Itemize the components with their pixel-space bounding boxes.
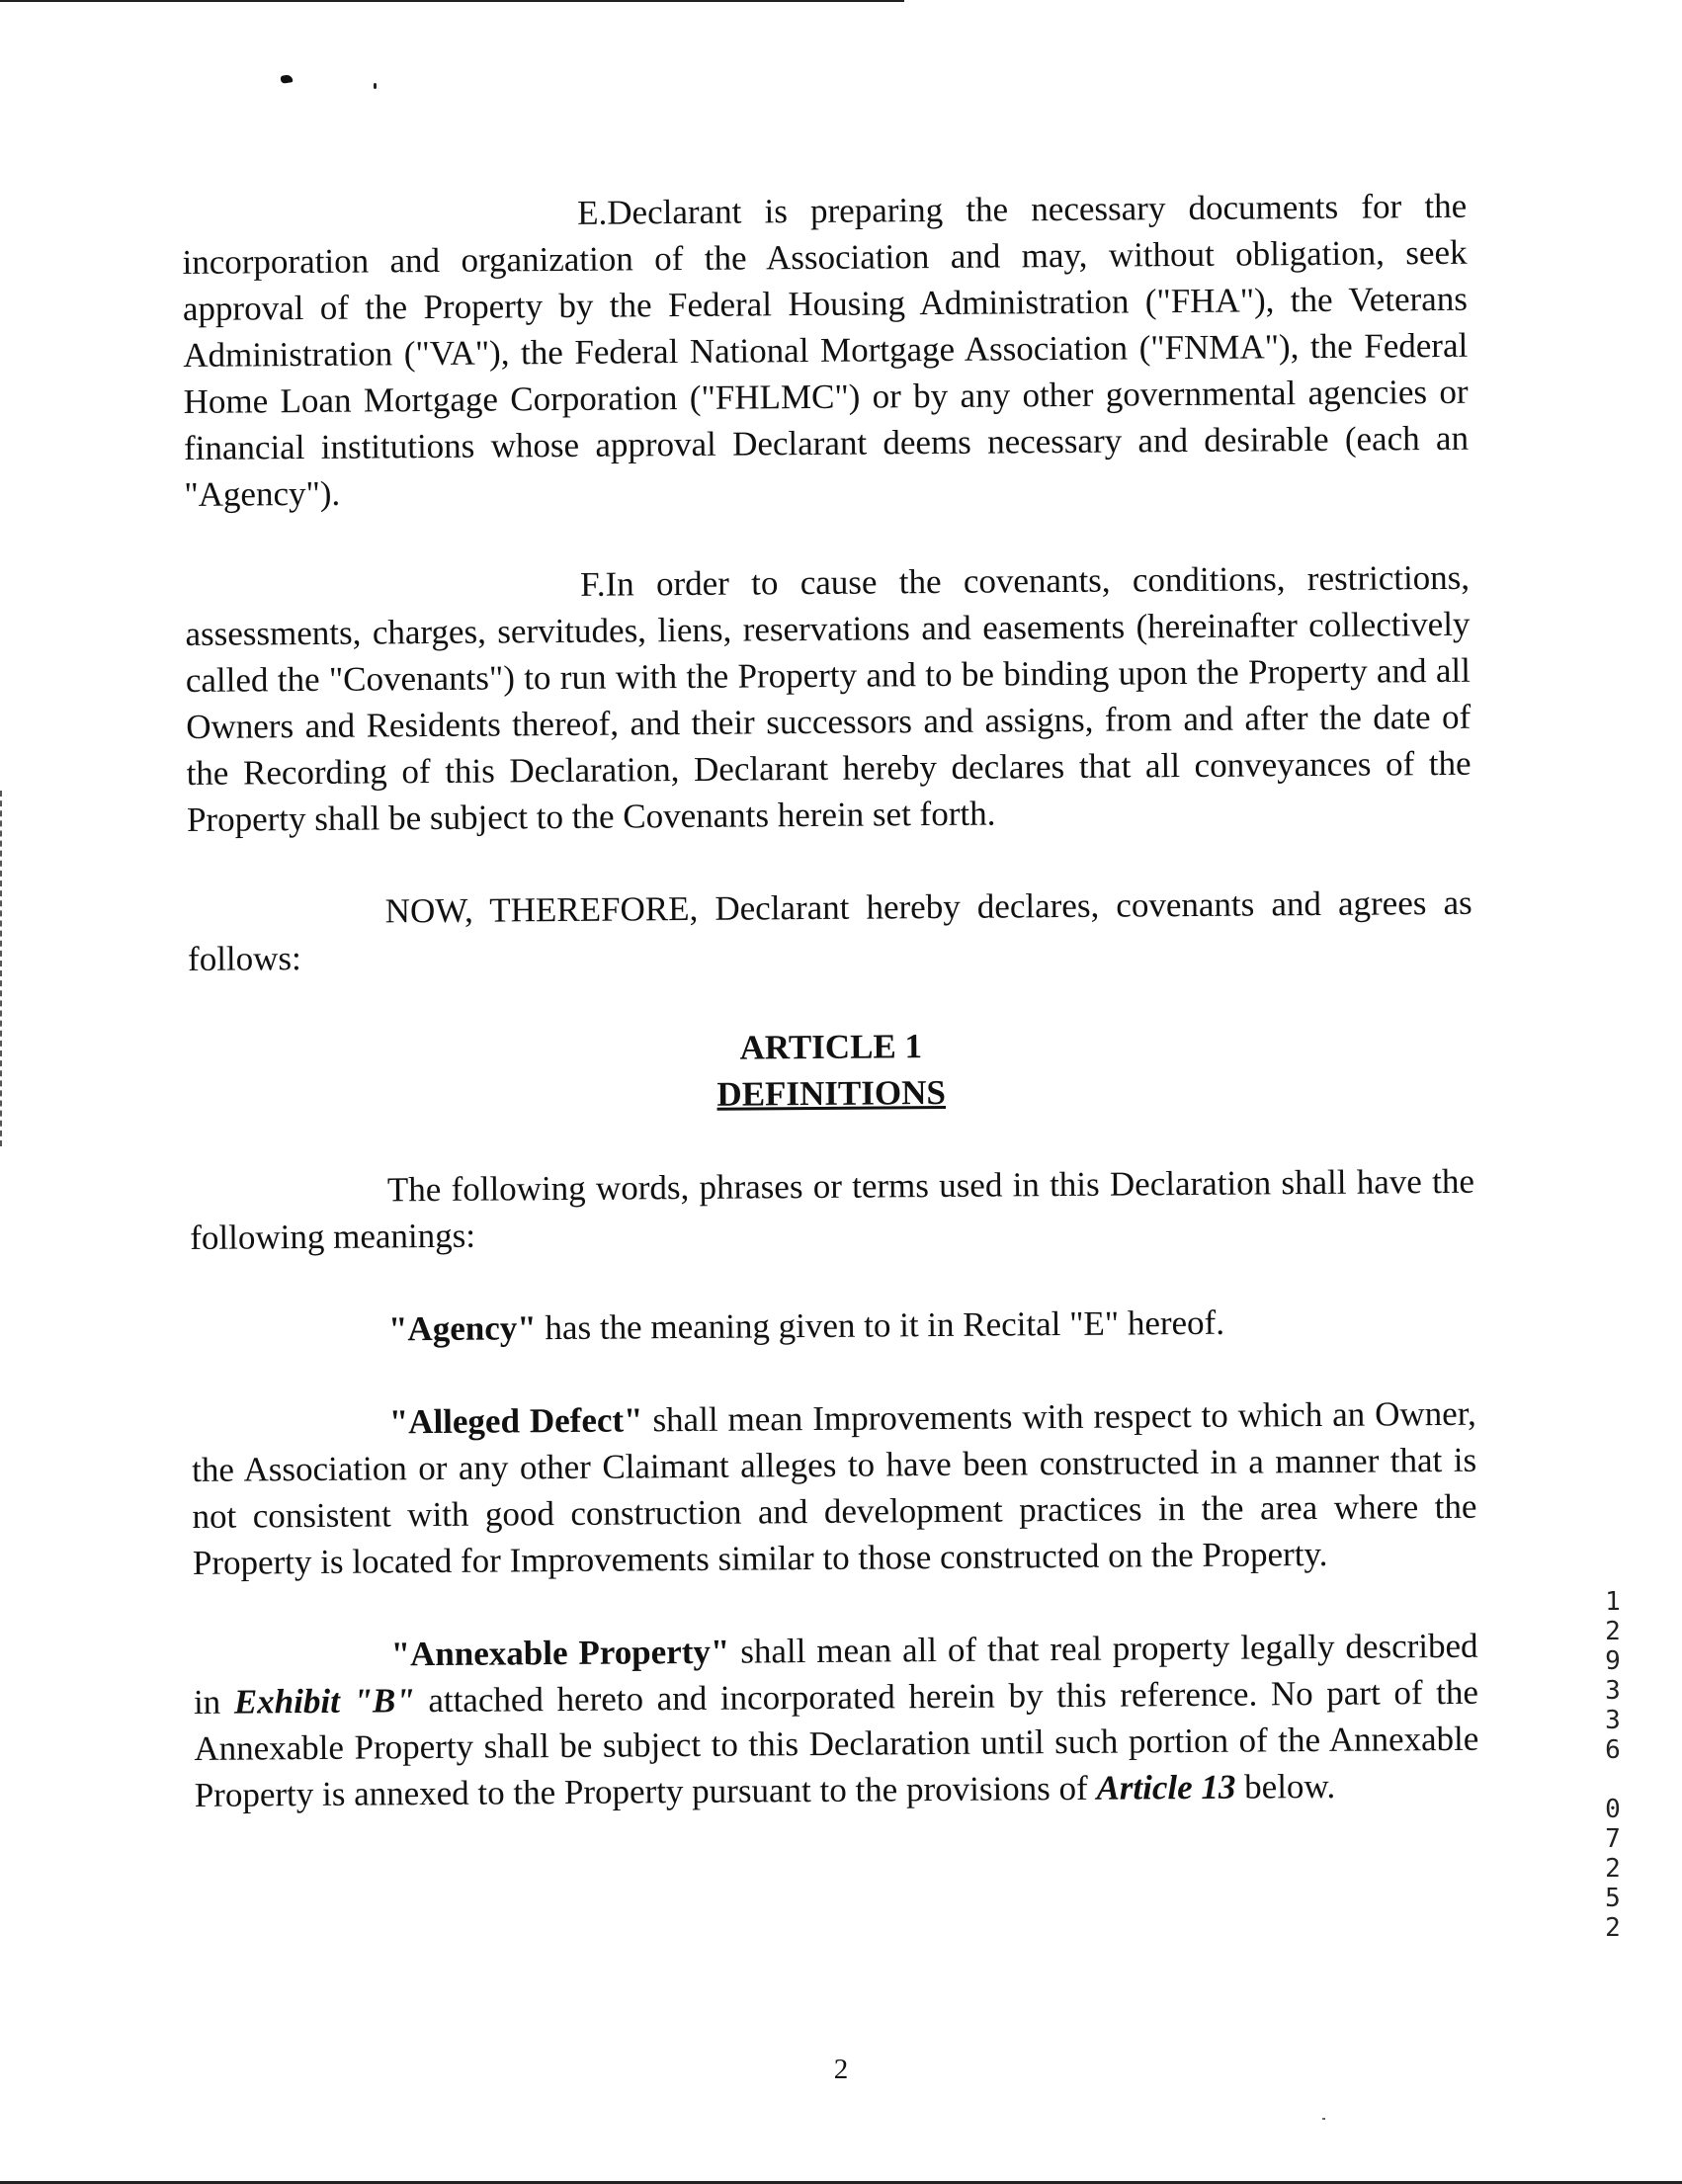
recording-number-stamp: 1 2 9 3 3 6 0 7 2 5 2 <box>1605 1587 1621 1943</box>
recital-f-marker: F. <box>579 564 606 604</box>
definitions-intro-paragraph: The following words, phrases or terms used in this Declaration shall have the following meanings: <box>190 1161 1475 1257</box>
now-therefore-paragraph: NOW, THEREFORE, Declarant hereby declares, covenants and agrees as follows: <box>187 882 1472 978</box>
recital-e-marker: E. <box>577 193 608 232</box>
article-heading <box>189 1019 1474 1122</box>
definition-text: shall mean Improvements with respect to which an Owner, the Association or any other Claimant alleges to have been constructed in a manner that is not consistent with good construction and development practices in the area where the Property is located for Improvements similar to those constructed on the Property. <box>191 1393 1477 1582</box>
definition-term: "Alleged Defect" <box>388 1400 643 1442</box>
scan-left-edge-marks <box>0 791 5 1146</box>
definition-text: has the meaning given to it in Recital "E" hereof. <box>536 1302 1225 1348</box>
definition-text: below. <box>1235 1766 1336 1806</box>
recital-e-paragraph <box>182 183 1470 518</box>
definition-text: shall mean all of that real property legally described in <box>193 1626 1478 1722</box>
recital-e-text: Declarant is preparing the necessary documents for the incorporation and organization of the Association and may, without obligation, seek approval of the Property by the Federal Housing Administration ("FHA"), the Veterans Administration ("VA"), the Federal National Mortgage Association ("FNMA"), the Federal Home Loan Mortgage Corporation ("FHLMC") or by any other governmental agencies or financial institutions whose approval Declarant deems necessary and desirable (each an "Agency"). <box>182 186 1470 514</box>
definition-text: attached hereto and incorporated herein by this reference. No part of the Annexable Property shall be subject to this Declaration until such portion of the Annexable Property is annexed to the Property pursuant to the provisions of <box>194 1672 1479 1814</box>
recital-f-paragraph <box>185 554 1472 843</box>
definition-term: "Annexable Property" <box>390 1632 730 1674</box>
article-number: ARTICLE 1 <box>739 1027 923 1067</box>
definition-annexable-property <box>193 1623 1478 1818</box>
exhibit-reference: Exhibit "B" <box>233 1681 415 1722</box>
document-body <box>182 183 1479 1865</box>
article-reference: Article 13 <box>1096 1767 1236 1807</box>
scan-speck <box>374 83 377 89</box>
top-edge-rule <box>0 0 904 2</box>
scan-speck <box>281 74 294 84</box>
definition-alleged-defect <box>192 1390 1477 1586</box>
definition-agency <box>191 1298 1475 1354</box>
article-title: DEFINITIONS <box>716 1072 947 1114</box>
page-number: 2 <box>833 2054 849 2085</box>
definition-term: "Agency" <box>387 1308 537 1349</box>
recital-f-text: In order to cause the covenants, conditions, restrictions, assessments, charges, servitudes, liens, reservations and easements (hereinafter collectively called the "Covenants") to run with the Property and to be binding upon the Property and all Owners and Residents thereof, and their successors and assigns, from and after the date of the Recording of this Declaration, Declarant hereby declares that all conveyances of the Property shall be subject to the Covenants herein set forth. <box>185 557 1472 839</box>
scan-speck <box>1322 2118 1325 2120</box>
